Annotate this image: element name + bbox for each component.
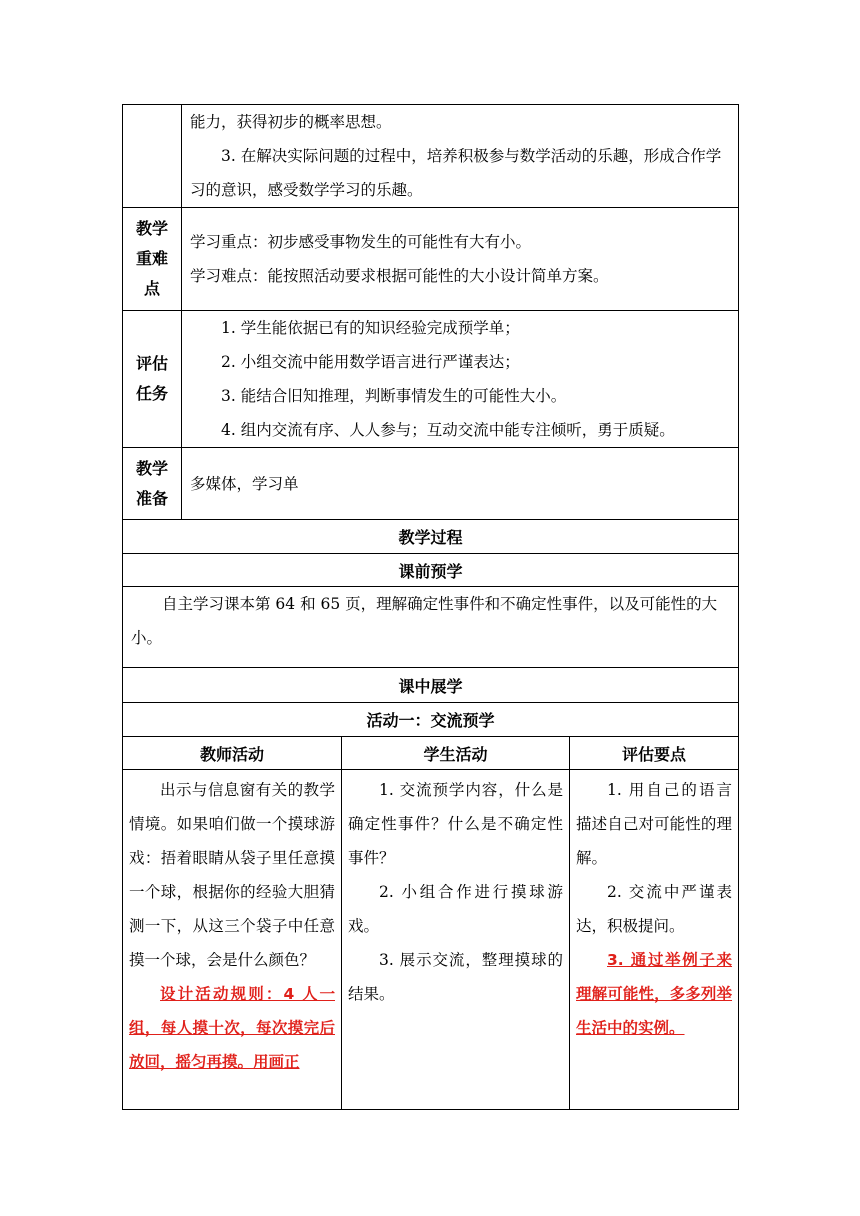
key-points-label-line: 重难 bbox=[135, 249, 168, 268]
activity-title: 活动一：交流预学 bbox=[123, 703, 739, 737]
preparation-label bbox=[123, 448, 182, 520]
preclass-title: 课前预学 bbox=[123, 554, 739, 587]
key-points-label-line: 点 bbox=[143, 279, 160, 298]
assessment-content bbox=[182, 311, 739, 448]
key-points-content bbox=[182, 208, 739, 311]
preclass-title-row bbox=[123, 554, 739, 587]
inclass-title: 课中展学 bbox=[123, 668, 739, 703]
key-points-label-line: 教学 bbox=[135, 219, 168, 238]
column-header-student: 学生活动 bbox=[342, 737, 570, 770]
key-points-label bbox=[123, 208, 182, 311]
process-title-row bbox=[123, 520, 739, 554]
key-focus: 学习重点：初步感受事物发生的可能性有大有小。 bbox=[190, 233, 532, 251]
objectives-line-1: 能力，获得初步的概率思想。 bbox=[190, 113, 392, 131]
assessment-label-line: 评估 bbox=[135, 354, 168, 373]
column-header-teacher: 教师活动 bbox=[123, 737, 342, 770]
assess-point: 2. 交流中严谨表达，积极提问。 bbox=[576, 883, 733, 935]
assess-point-highlight: 3. 通过举例子来理解可能性，多多列举生活中的实例。 bbox=[576, 951, 733, 1037]
student-activity-item: 3. 展示交流，整理摸球的结果。 bbox=[348, 951, 563, 1003]
preclass-content: 自主学习课本第 64 和 65 页，理解确定性事件和不确定性事件，以及可能性的大小。 bbox=[131, 595, 718, 647]
objectives-row bbox=[123, 105, 739, 208]
key-points-row bbox=[123, 208, 739, 311]
teacher-activity-rule: 设计活动规则：4 人一组，每人摸十次，每次摸完后放回，摇匀再摸。用画正 bbox=[129, 985, 335, 1071]
key-difficulty: 学习难点：能按照活动要求根据可能性的大小设计简单方案。 bbox=[190, 267, 609, 285]
assessment-row bbox=[123, 311, 739, 448]
process-title: 教学过程 bbox=[123, 520, 739, 554]
inclass-title-row bbox=[123, 668, 739, 703]
student-activity-item: 1. 交流预学内容，什么是确定性事件？什么是不确定性事件？ bbox=[348, 781, 563, 867]
student-activity-cell bbox=[342, 770, 570, 1110]
preparation-row bbox=[123, 448, 739, 520]
objectives-content bbox=[182, 105, 739, 208]
teacher-activity-text: 出示与信息窗有关的教学情境。如果咱们做一个摸球游戏：捂着眼睛从袋子里任意摸一个球，根据你的经验大胆猜测一下，从这三个袋子中任意摸一个球，会是什么颜色？ bbox=[129, 781, 335, 969]
preparation-label-line: 准备 bbox=[135, 488, 168, 508]
column-header-row bbox=[123, 737, 739, 770]
assessment-label-line: 任务 bbox=[135, 384, 168, 403]
preclass-content-cell bbox=[123, 587, 739, 668]
preparation-content: 多媒体，学习单 bbox=[182, 448, 739, 520]
column-header-assess: 评估要点 bbox=[570, 737, 739, 770]
assess-point: 1. 用自己的语言描述自己对可能性的理解。 bbox=[576, 781, 733, 867]
preparation-label-line: 教学 bbox=[135, 458, 168, 478]
objectives-line-2: 3. 在解决实际问题的过程中，培养积极参与数学活动的乐趣，形成合作学习的意识，感受数学学习的乐趣。 bbox=[190, 147, 722, 199]
assessment-item: 1. 学生能依据已有的知识经验完成预学单； bbox=[221, 319, 520, 337]
student-activity-item: 2. 小组合作进行摸球游戏。 bbox=[348, 883, 563, 935]
preclass-content-row bbox=[123, 587, 739, 668]
assessment-label bbox=[123, 311, 182, 448]
lesson-plan-table bbox=[122, 104, 739, 1110]
activity-title-row bbox=[123, 703, 739, 737]
assessment-item: 2. 小组交流中能用数学语言进行严谨表达； bbox=[221, 353, 520, 371]
activity-content-row bbox=[123, 770, 739, 1110]
objectives-label-cell bbox=[123, 105, 182, 208]
assessment-item: 4. 组内交流有序、人人参与；互动交流中能专注倾听，勇于质疑。 bbox=[221, 421, 675, 439]
teacher-activity-cell bbox=[123, 770, 342, 1110]
assessment-item: 3. 能结合旧知推理，判断事情发生的可能性大小。 bbox=[221, 387, 567, 405]
assess-points-cell bbox=[570, 770, 739, 1110]
